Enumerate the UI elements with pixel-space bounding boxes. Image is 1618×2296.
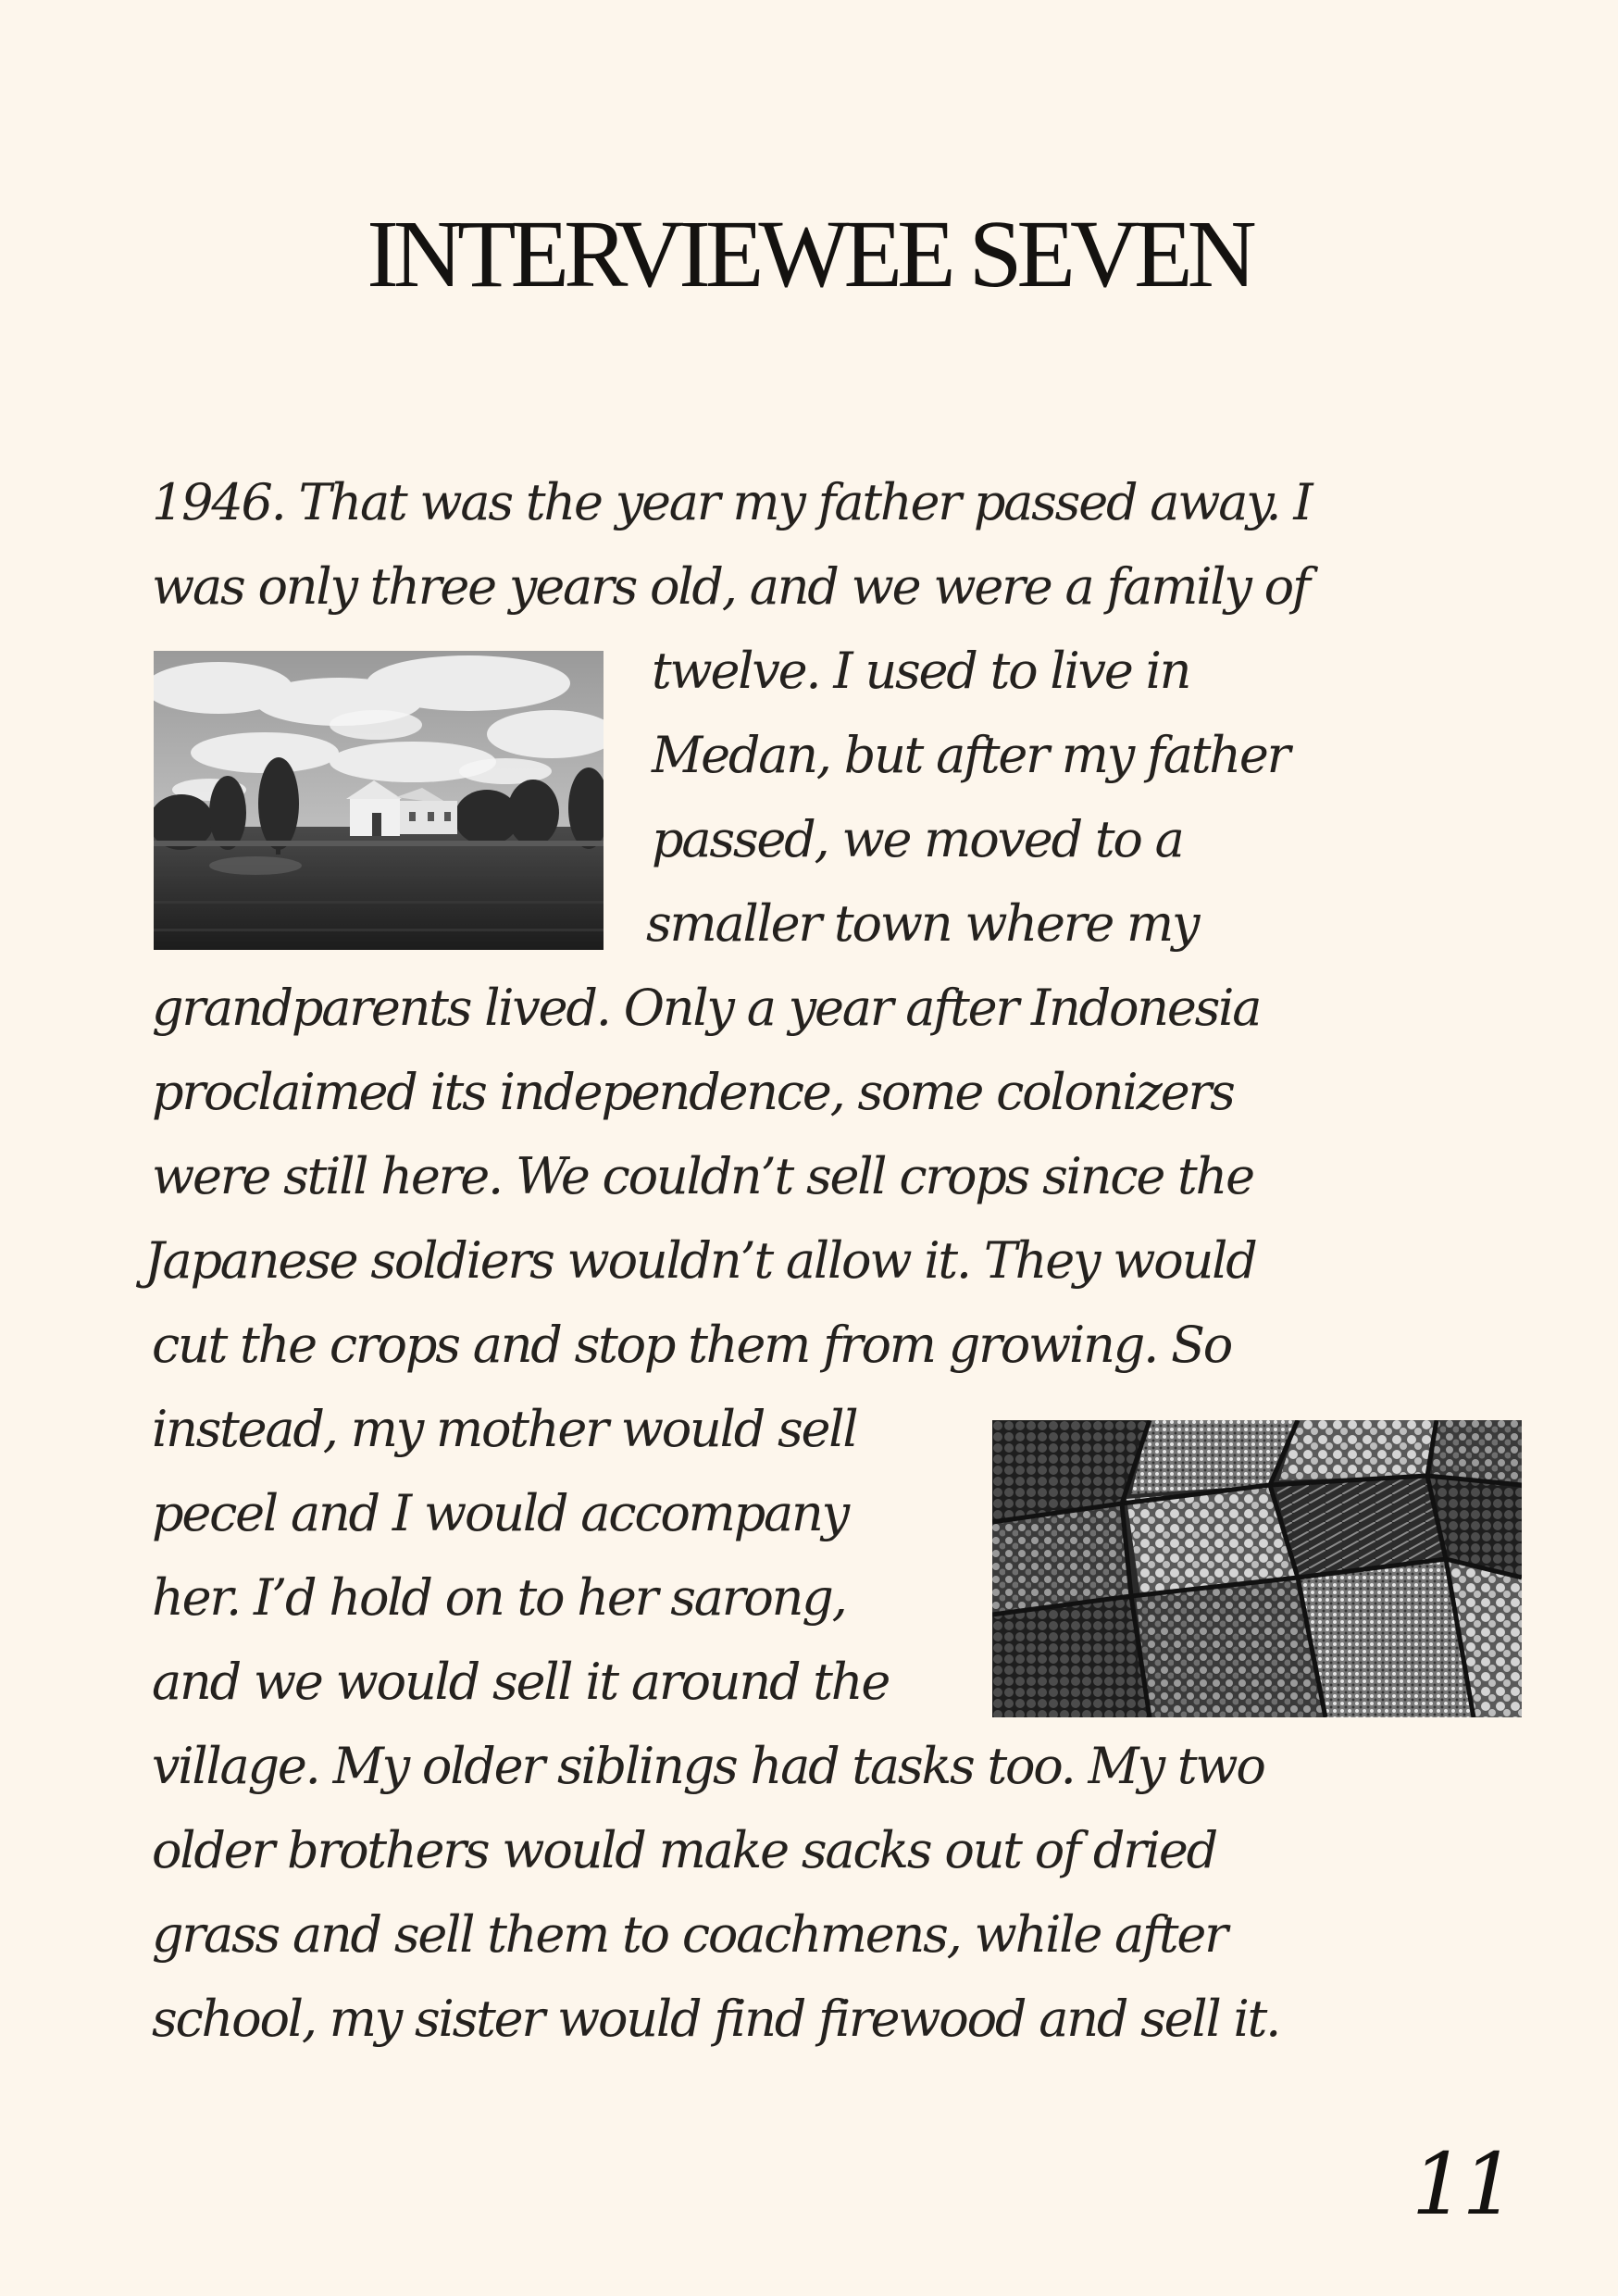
text-line: and we would sell it around the	[152, 1653, 890, 1711]
text-line: instead, my mother would sell	[152, 1400, 857, 1458]
text-line: school, my sister would find firewood and sell it.	[152, 1990, 1280, 2048]
text-line: Medan, but after my father	[652, 726, 1289, 784]
text-line: pecel and I would accompany	[152, 1484, 848, 1542]
page-number: 11	[1411, 2135, 1512, 2234]
page-title: INTERVIEWEE SEVEN	[367, 201, 1251, 307]
text-line: village. My older siblings had tasks too. My two	[152, 1737, 1264, 1795]
text-line: twelve. I used to live in	[652, 642, 1190, 700]
text-line: grandparents lived. Only a year after Indonesia	[152, 979, 1261, 1037]
text-line: older brothers would make sacks out of dried	[152, 1821, 1216, 1879]
text-line: Japanese soldiers wouldn’t allow it. They would	[144, 1231, 1256, 1290]
text-line: were still here. We couldn’t sell crops since the	[152, 1147, 1253, 1205]
text-line: grass and sell them to coachmens, while after	[152, 1905, 1226, 1964]
text-line: proclaimed its independence, some colonizers	[152, 1063, 1234, 1121]
text-line: cut the crops and stop them from growing. So	[152, 1316, 1232, 1374]
text-line: smaller town where my	[646, 894, 1199, 953]
house-photo	[154, 651, 604, 950]
text-line: was only three years old, and we were a family of	[152, 557, 1309, 616]
market-photo	[992, 1420, 1522, 1717]
text-line: her. I’d hold on to her sarong,	[152, 1568, 846, 1627]
text-line: 1946. That was the year my father passed away. I	[152, 473, 1312, 531]
text-line: passed, we moved to a	[652, 810, 1183, 868]
